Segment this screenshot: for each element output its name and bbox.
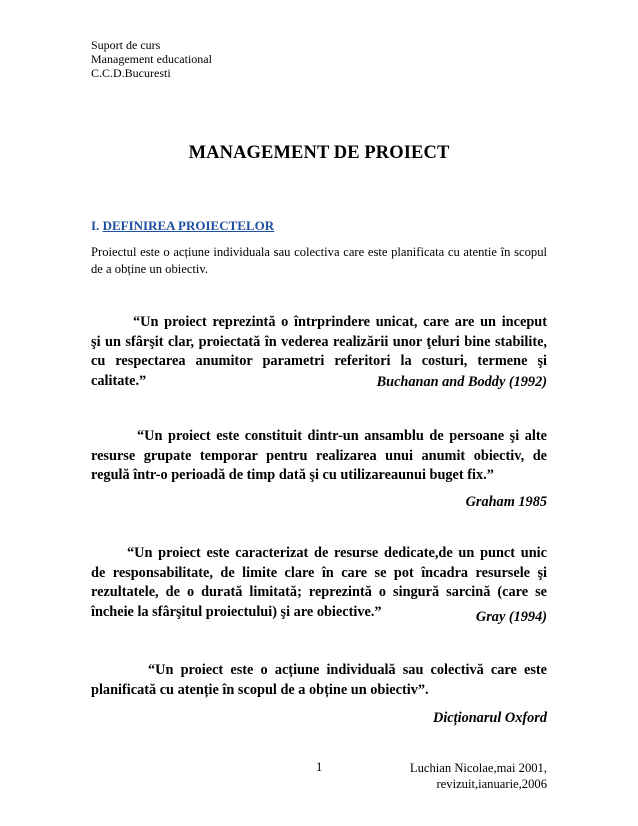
section-number: I.	[91, 218, 100, 233]
quote-source: Dicționarul Oxford	[433, 710, 547, 726]
quote-first-line: “Un proiect reprezintă o întrprindere unicat, care are un inceput	[133, 314, 547, 330]
quote-first-line: “Un proiect este constituit dintr-un ansamblu de persoane şi alte	[137, 428, 547, 444]
quote-text: planificată cu atenție în scopul de a obține un obiectiv”.	[91, 681, 429, 698]
quote-block	[91, 661, 547, 700]
quote-first-line: “Un proiect este caracterizat de resurse dedicate,de un punct unic	[127, 545, 547, 561]
quote-text: resurse grupate temporar pentru realizarea unui anumit obiectiv, de regulă într-o perioadă de timp dată şi cu utilizareaunui buget fix.”	[91, 447, 547, 483]
quote-block	[91, 427, 547, 486]
document-title: MANAGEMENT DE PROIECT	[188, 143, 450, 163]
header-line-3: C.C.D.Bucuresti	[91, 66, 171, 80]
section-heading-text: DEFINIREA PROIECTELOR	[102, 218, 275, 233]
quote-source: Buchanan and Boddy (1992)	[376, 374, 547, 390]
quote-text: şi un sfârşit clar, proiectată în vederea realizării unor ţeluri bine stabilite, cu respectarea anumitor parametri referitori la costuri, termene şi calitate.”	[91, 333, 547, 389]
section-heading	[91, 218, 274, 234]
quote-first-line: “Un proiect este o acțiune individuală sau colectivă care este	[148, 662, 547, 678]
page-number: 1	[316, 760, 323, 774]
quote-source: Gray (1994)	[475, 609, 547, 625]
intro-paragraph: Proiectul este o acțiune individuala sau colectiva care este planificata cu atentie în scopul de a obține un obiectiv.	[91, 245, 547, 276]
footer-author	[380, 760, 547, 792]
header-line-1: Suport de curs	[91, 38, 161, 52]
quote-source: Graham 1985	[465, 494, 547, 510]
footer-author-line-1: Luchian Nicolae,mai 2001,	[409, 761, 547, 775]
footer-author-line-2: revizuit,ianuarie,2006	[436, 777, 547, 791]
header-line-2: Management educational	[91, 52, 212, 66]
quote-text: de responsabilitate, de limite clare în care se pot încadra resursele şi rezultatele, de o durată limitată; reprezintă o singură sarcină (care se încheie la sfârşitul proiectului) şi are obiective.”	[91, 564, 547, 620]
